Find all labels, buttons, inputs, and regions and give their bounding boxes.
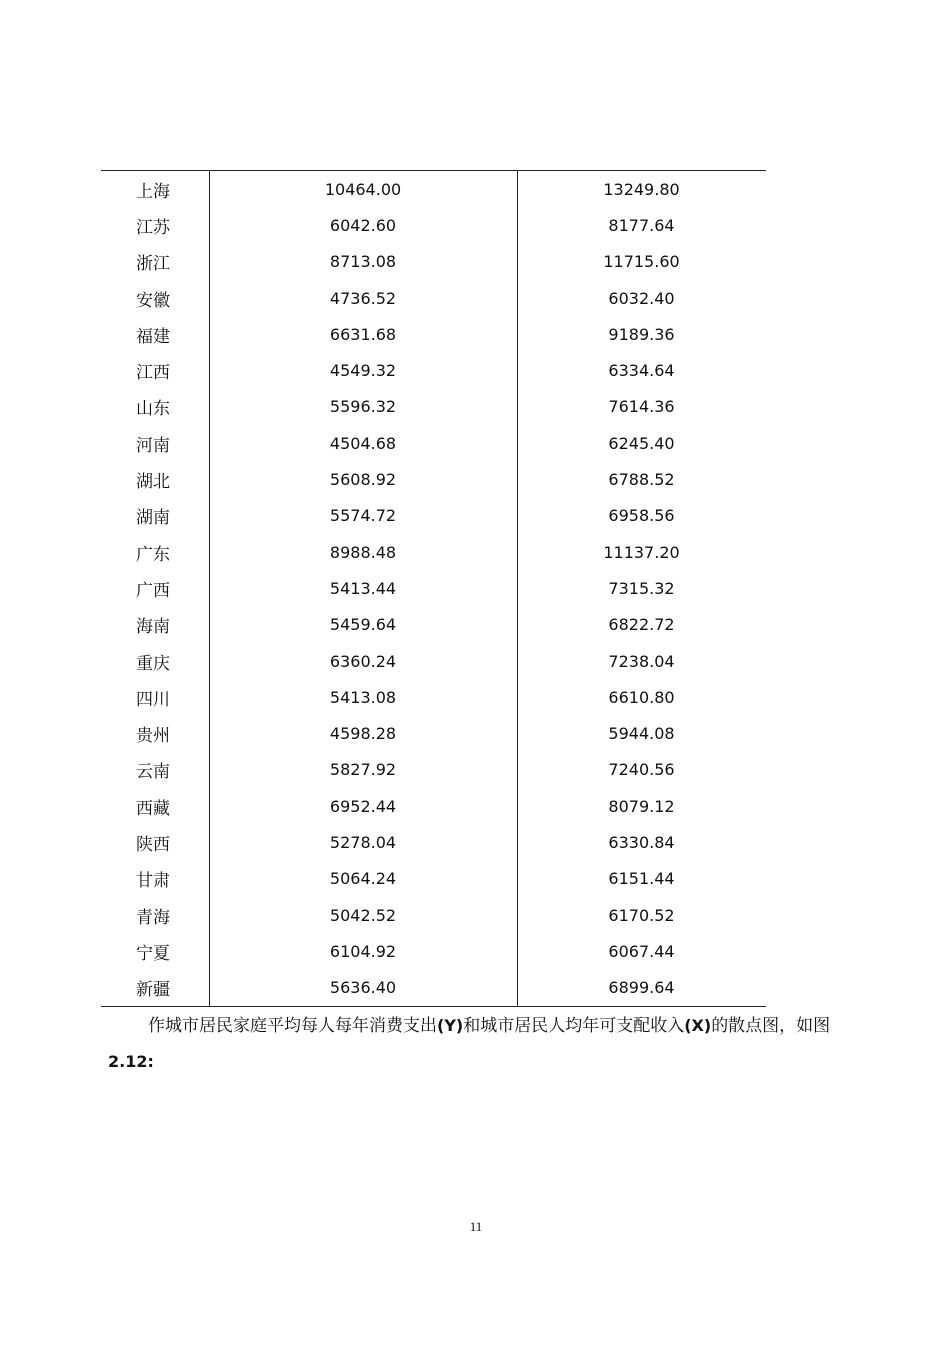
income-cell: 6330.84 [608,832,675,852]
income-cell: 6170.52 [608,905,675,925]
table-row [101,280,766,316]
caption-figure-ref: 2.12: [108,1052,154,1071]
consumption-cell: 5827.92 [329,760,397,780]
consumption-cell: 8713.08 [329,252,397,272]
province-cell: 新疆 [136,980,170,1001]
table-row [101,933,766,969]
income-cell: 8177.64 [608,215,675,235]
province-cell: 湖北 [136,472,170,493]
income-cell: 6032.40 [608,288,675,308]
income-cell: 6899.64 [608,978,675,998]
consumption-cell: 5636.40 [329,978,397,998]
income-cell: 6334.64 [608,361,675,381]
consumption-cell: 6042.60 [329,215,397,235]
consumption-cell: 5278.04 [329,832,397,852]
table-row [101,788,766,824]
caption-text: 的散点图，如图 [711,1016,831,1036]
province-cell: 西藏 [136,798,170,819]
consumption-cell: 4736.52 [329,288,397,308]
table-row [101,970,766,1006]
table-row [101,207,766,243]
income-cell: 6067.44 [608,941,675,961]
consumption-cell: 5608.92 [329,470,397,490]
province-cell: 浙江 [136,254,170,275]
income-cell: 11715.60 [603,252,680,272]
table-row [101,498,766,534]
province-cell: 广西 [136,580,170,601]
table-row [101,352,766,388]
table-row [101,171,766,207]
table-row [101,752,766,788]
consumption-cell: 4504.68 [329,433,397,453]
province-cell: 湖南 [136,508,170,529]
income-cell: 7315.32 [608,578,675,598]
consumption-cell: 6952.44 [329,796,397,816]
consumption-cell: 4549.32 [329,361,397,381]
income-cell: 6151.44 [608,869,675,889]
province-cell: 四川 [136,689,170,710]
consumption-cell: 5459.64 [329,615,397,635]
province-cell: 上海 [136,181,170,202]
table-row [101,607,766,643]
caption-var-x: (X) [684,1016,712,1035]
caption-paragraph [108,1008,868,1080]
income-cell: 6788.52 [608,470,675,490]
table-row [101,715,766,751]
table-row [101,897,766,933]
table-row [101,389,766,425]
province-cell: 甘肃 [136,871,170,892]
table-row [101,461,766,497]
consumption-cell: 6104.92 [329,941,397,961]
consumption-cell: 10464.00 [324,179,402,199]
income-cell: 8079.12 [608,796,675,816]
caption-text: 作城市居民家庭平均每人每年消费支出 [148,1016,437,1036]
income-cell: 6610.80 [608,687,675,707]
province-cell: 江苏 [136,217,170,238]
consumption-cell: 5042.52 [329,905,397,925]
province-cell: 贵州 [136,726,170,747]
province-cell: 宁夏 [136,943,170,964]
data-table [101,170,766,1007]
province-cell: 陕西 [136,834,170,855]
income-cell: 11137.20 [603,542,680,562]
table-row [101,316,766,352]
table-row [101,679,766,715]
province-cell: 安徽 [136,290,170,311]
page-number: 11 [469,1219,483,1234]
income-cell: 5944.08 [608,724,675,744]
caption-text: 和城市居民人均年可支配收入 [463,1016,685,1036]
consumption-cell: 5574.72 [329,506,397,526]
province-cell: 青海 [136,907,170,928]
table-row [101,244,766,280]
table-row [101,534,766,570]
income-cell: 13249.80 [603,179,680,199]
province-cell: 重庆 [136,653,170,674]
table-row [101,861,766,897]
consumption-cell: 4598.28 [329,724,397,744]
income-cell: 6822.72 [608,615,675,635]
consumption-cell: 5413.08 [329,687,397,707]
province-cell: 江西 [136,363,170,384]
table-row [101,570,766,606]
consumption-cell: 5064.24 [329,869,397,889]
income-cell: 9189.36 [608,324,675,344]
caption-var-y: (Y) [437,1016,464,1035]
table-row [101,643,766,679]
table-row [101,824,766,860]
province-cell: 广东 [136,544,170,565]
consumption-cell: 6360.24 [329,651,397,671]
province-cell: 河南 [136,435,170,456]
income-cell: 7614.36 [608,397,675,417]
income-cell: 7240.56 [608,760,675,780]
consumption-cell: 8988.48 [329,542,397,562]
income-cell: 6245.40 [608,433,675,453]
province-cell: 福建 [136,326,170,347]
province-cell: 山东 [136,399,170,420]
consumption-cell: 6631.68 [329,324,397,344]
province-cell: 海南 [136,617,170,638]
consumption-cell: 5413.44 [329,578,397,598]
income-cell: 6958.56 [608,506,675,526]
province-cell: 云南 [136,762,170,783]
table-row [101,425,766,461]
consumption-cell: 5596.32 [329,397,397,417]
income-cell: 7238.04 [608,651,675,671]
